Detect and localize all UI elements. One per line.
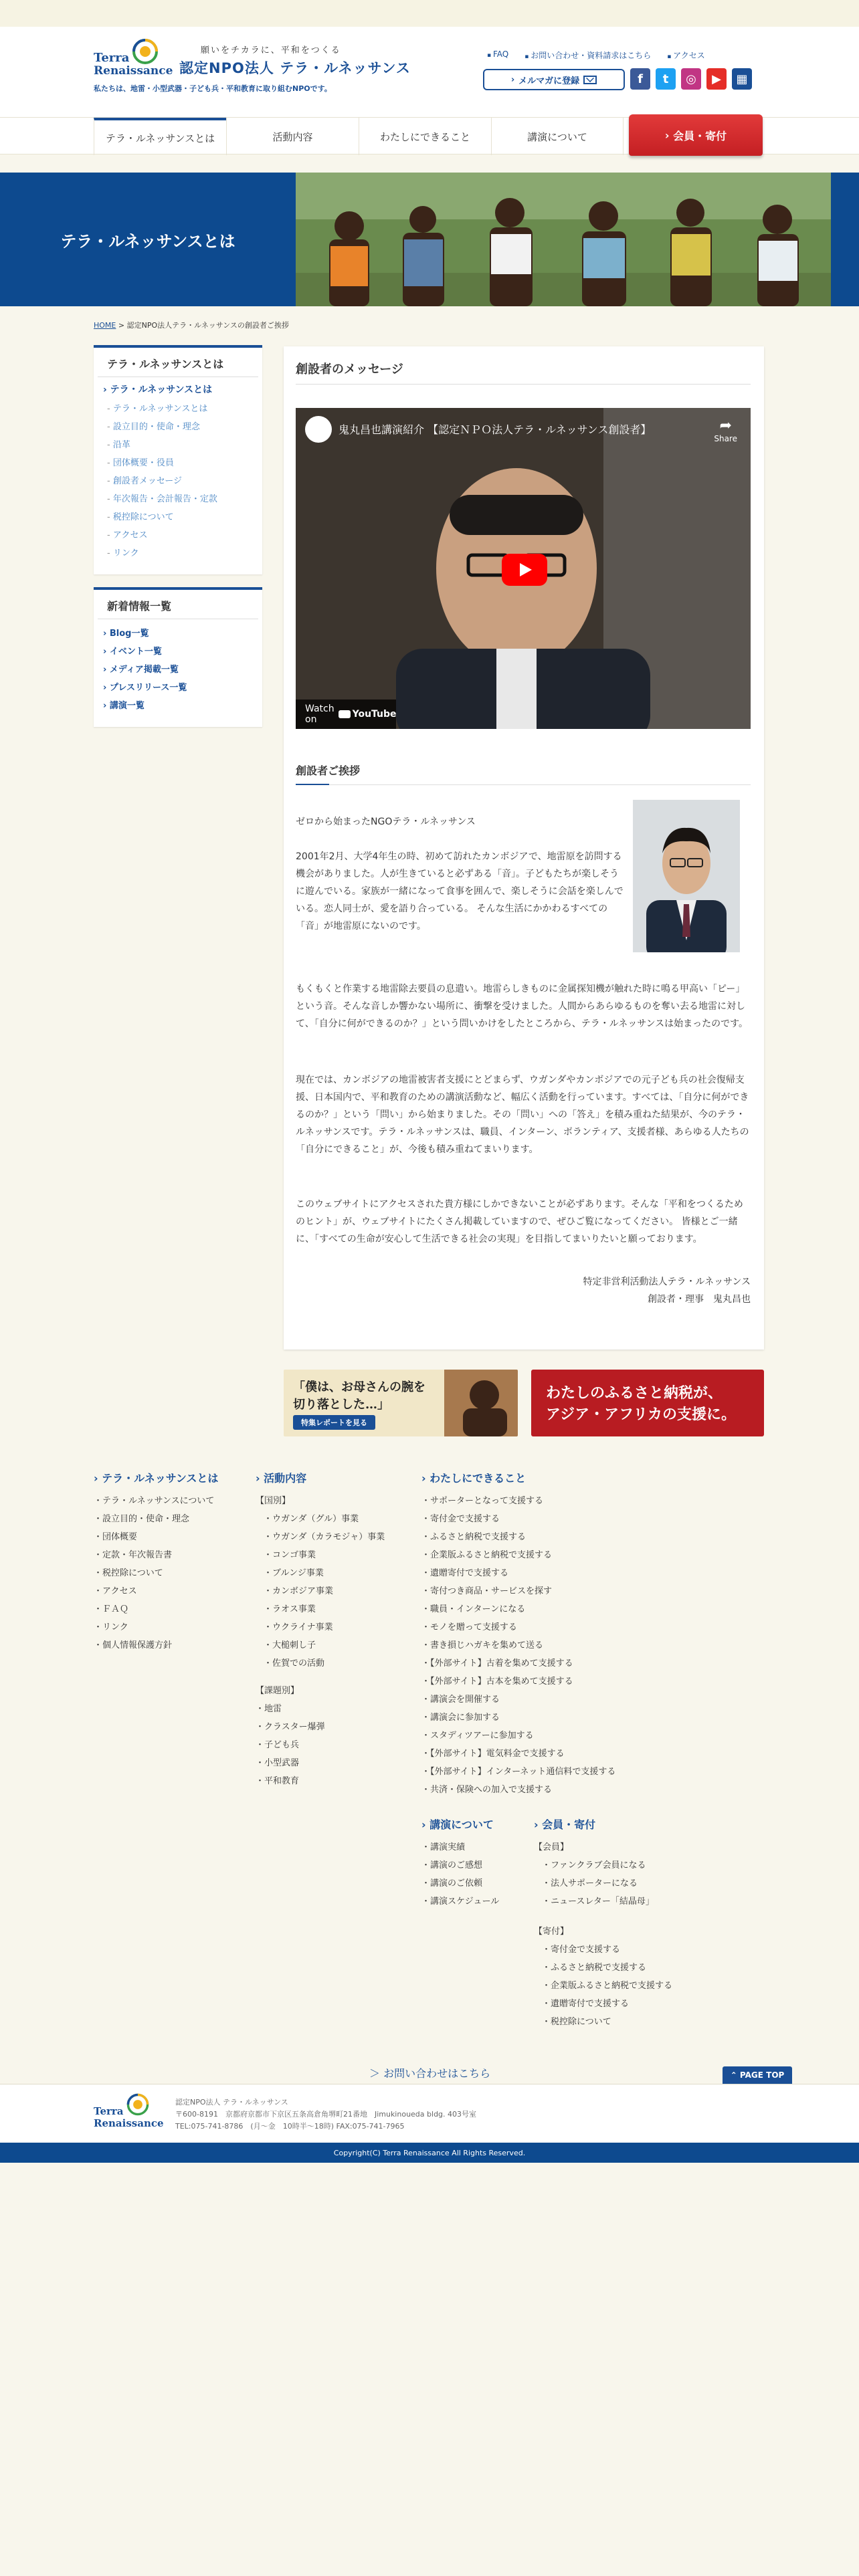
footer-link[interactable]: ・ 子ども兵: [256, 1736, 385, 1754]
footer-logo[interactable]: [94, 2092, 164, 2133]
greeting-lead: ゼロから始まったNGOテラ・ルネッサンス: [296, 817, 476, 827]
nav-about[interactable]: テラ・ルネッサンスとは: [94, 118, 226, 155]
footer-link[interactable]: ・ ラオス事業: [264, 1600, 385, 1618]
footer-link[interactable]: ・ 職員・インターンになる: [421, 1600, 615, 1618]
sidebar-about-title: テラ・ルネッサンスとは: [98, 348, 258, 377]
footer-link[interactable]: ・ 寄付つき商品・サービスを探す: [421, 1582, 615, 1600]
contact-link[interactable]: ▪ お問い合わせ・資料請求はこちら: [524, 49, 651, 61]
footer-link[interactable]: ・ ふるさと納税で支援する: [542, 1959, 672, 1977]
facebook-icon[interactable]: f: [630, 68, 650, 90]
banner-b-line2: アジア・アフリカの支援に。: [546, 1406, 737, 1423]
chevron-right-icon: ›: [664, 128, 674, 142]
newsletter-button[interactable]: [483, 69, 625, 90]
logo-text-1: Terra: [94, 51, 130, 65]
footer-link[interactable]: ・ ＦＡＱ: [94, 1600, 218, 1618]
footer-link[interactable]: ・ モノを贈って支援する: [421, 1618, 615, 1636]
watch-label: Watch on: [305, 704, 335, 725]
copyright: Copyright(C) Terra Renaissance All Rights Reserved.: [0, 2143, 859, 2163]
furusato-tax-banner[interactable]: [531, 1370, 764, 1436]
footer-link[interactable]: ・ 講演会を開催する: [421, 1691, 615, 1709]
footer-link[interactable]: ・ 小型武器: [256, 1754, 385, 1772]
footer-link[interactable]: ・ 寄付金で支援する: [542, 1941, 672, 1959]
footer-link[interactable]: ・ ニュースレター「結晶母」: [542, 1893, 672, 1911]
founder-portrait: [633, 800, 740, 952]
breadcrumb-home[interactable]: HOME: [94, 321, 116, 330]
footer-link[interactable]: ・ 大槌刺し子: [264, 1636, 385, 1654]
sidebar-item[interactable]: - テラ・ルネッサンスとは: [107, 400, 249, 418]
sidebar-news-item[interactable]: › プレスリリース一覧: [103, 679, 253, 697]
nav-activities[interactable]: 活動内容: [226, 118, 359, 155]
footer-link[interactable]: ・ 法人サポーターになる: [542, 1874, 672, 1893]
member-donate-button[interactable]: [629, 114, 763, 156]
footer-col-about-title[interactable]: › テラ・ルネッサンスとは: [94, 1470, 218, 1485]
twitter-icon[interactable]: t: [656, 68, 676, 90]
sidebar-news-item[interactable]: › メディア掲載一覧: [103, 661, 253, 679]
banner-b-line1: わたしのふるさと納税が、: [546, 1385, 723, 1402]
footer-link[interactable]: ・ 地雷: [256, 1700, 385, 1718]
sidebar-item[interactable]: - 税控除について: [107, 508, 249, 526]
sidebar-item[interactable]: - 団体概要・役員: [107, 454, 249, 472]
footer-info: [175, 2097, 476, 2133]
sidebar-news-item[interactable]: › 講演一覧: [103, 697, 253, 715]
footer-link[interactable]: ・ テラ・ルネッサンスについて: [94, 1492, 218, 1510]
footer-link[interactable]: ・ カンボジア事業: [264, 1582, 385, 1600]
sidebar-item[interactable]: - 沿革: [107, 436, 249, 454]
footer-link[interactable]: ・ ブルンジ事業: [264, 1564, 385, 1582]
site-header: [0, 27, 859, 117]
footer-link[interactable]: ・ ウガンダ（グル）事業: [264, 1510, 385, 1528]
page-top-label: PAGE TOP: [739, 2070, 785, 2080]
banner-a-button[interactable]: 特集レポートを見る: [293, 1415, 375, 1430]
nav-lectures[interactable]: 講演について: [491, 118, 624, 155]
footer-link[interactable]: ・ 佐賀での活動: [264, 1654, 385, 1673]
breadcrumb-sep: >: [116, 321, 127, 330]
logo-text-2: Renaissance: [94, 64, 173, 78]
footer-link[interactable]: ・ 【外部サイト】電気料金で支援する: [421, 1745, 615, 1763]
footer-col-lectures: [421, 1816, 499, 1911]
footer-donation-list: [534, 1941, 672, 2031]
footer-logo-text-2: Renaissance: [94, 2117, 164, 2129]
footer-link[interactable]: ・ 書き損じハガキを集めて送る: [421, 1636, 615, 1654]
nav-what-i-can-do[interactable]: わたしにできること: [359, 118, 491, 155]
sidebar-news-list: [94, 619, 262, 727]
share-label: Share: [714, 434, 737, 443]
signature-org: 特定非営利活動法人テラ・ルネッサンス: [583, 1277, 751, 1287]
tagline-small: 願いをチカラに、平和をつくる: [201, 45, 341, 56]
sidebar-item[interactable]: - リンク: [107, 544, 249, 562]
footer-link[interactable]: ・ ふるさと納税で支援する: [421, 1528, 615, 1546]
sidebar-news-item[interactable]: › イベント一覧: [103, 643, 253, 661]
footer-link[interactable]: ・ 団体概要: [94, 1528, 218, 1546]
footer-col-activities-title[interactable]: › 活動内容: [256, 1470, 385, 1485]
sidebar-about-list: [94, 396, 262, 574]
chevron-up-icon: ⌃: [730, 2070, 740, 2080]
access-link[interactable]: ▪ アクセス: [667, 49, 705, 61]
hero-photo: [296, 173, 831, 306]
video-player[interactable]: [296, 408, 751, 729]
footer-link[interactable]: ・ 【外部サイト】古本を集めて支援する: [421, 1673, 615, 1691]
footer-group-country: 【国別】: [256, 1496, 291, 1506]
chevron-right-icon: ›: [510, 74, 515, 85]
play-button[interactable]: [502, 554, 547, 586]
share-button[interactable]: [714, 417, 737, 443]
footer-col-support: [421, 1470, 615, 1799]
sidebar-item[interactable]: - アクセス: [107, 526, 249, 544]
footer-col-membership: [534, 1816, 672, 2031]
footer-col-membership-title[interactable]: › 会員・寄付: [534, 1816, 672, 1832]
footer-logo-circle-icon: [126, 2092, 150, 2117]
footer-support-list: [421, 1492, 615, 1799]
greeting-paragraph-1: 2001年2月、大学4年生の時、初めて訪れたカンボジアで、地雷原を訪問する機会がありました。人が生きていると必ずある「音」。子どもたちが楽しそうに遊んでいる。家族が一緒になって食事を囲んで、楽しそうに会話を楽しんでいる。恋人同士が、愛を語り合っている。 そんな生活にかかわるすべての「音」が地雷原にないのです。: [296, 851, 624, 932]
footer-link[interactable]: ・ 定款・年次報告書: [94, 1546, 218, 1564]
mail-icon: [583, 76, 597, 84]
section-title: 創設者ご挨拶: [296, 762, 751, 785]
footer-link[interactable]: ・ サポーターとなって支援する: [421, 1492, 615, 1510]
footer-link[interactable]: ・ アクセス: [94, 1582, 218, 1600]
social-links: [630, 68, 752, 90]
sidebar-news-item[interactable]: › Blog一覧: [103, 625, 253, 643]
sidebar-news: [94, 587, 262, 727]
top-links: [487, 49, 705, 61]
youtube-icon[interactable]: ▶: [706, 68, 727, 90]
footer-link[interactable]: ・ クラスター爆弾: [256, 1718, 385, 1736]
footer-link[interactable]: ・ ウクライナ事業: [264, 1618, 385, 1636]
signature: [583, 1273, 751, 1308]
footer-group-donation: 【寄付】: [534, 1927, 569, 1937]
channel-avatar[interactable]: [305, 416, 332, 443]
footer-tel: TEL:075-741-8786 (月〜金 10時半〜18時) FAX:075-741-7965: [175, 2122, 405, 2131]
youtube-logo-icon: [339, 709, 397, 720]
footer-link[interactable]: ・ 税控除について: [94, 1564, 218, 1582]
signature-name: 創設者・理事 鬼丸昌也: [648, 1294, 751, 1305]
footer-col-lectures-title[interactable]: › 講演について: [421, 1816, 499, 1832]
footer-org: 認定NPO法人 テラ・ルネッサンス: [175, 2098, 288, 2107]
footer-link[interactable]: ・ 【外部サイト】古着を集めて支援する: [421, 1654, 615, 1673]
youtube-brand: YouTube: [352, 709, 397, 720]
footer-link[interactable]: ・ 税控除について: [542, 2013, 672, 2031]
breadcrumb: [94, 320, 289, 330]
site-logo[interactable]: [94, 36, 173, 82]
sidebar-item[interactable]: - 創設者メッセージ: [107, 472, 249, 490]
site-footer: [0, 2084, 859, 2143]
sidebar-item[interactable]: - 設立目的・使命・理念: [107, 418, 249, 436]
footer-link[interactable]: ・ コンゴ事業: [264, 1546, 385, 1564]
footer-link[interactable]: ・ 講演のご依頼: [421, 1874, 499, 1893]
faq-link[interactable]: ▪ FAQ: [487, 49, 508, 61]
video-title[interactable]: 鬼丸昌也講演紹介 【認定ＮＰＯ法人テラ・ルネッサンス創設者】: [339, 423, 652, 436]
sidebar-item[interactable]: - 年次報告・会計報告・定款: [107, 490, 249, 508]
greeting-paragraph-2: もくもくと作業する地雷除去要員の息遣い。地雷らしきものに金属探知機が触れた時に鳴る甲高い「ピー」という音。そんな音しか響かない場所に、衝撃を受けました。人間からあらゆるものを奪い去る地雷に対して、「自分に何ができるのか？」という問いかけをしたところから、テラ・ルネッサンスは始まったのです。: [296, 984, 749, 1029]
footer-member-list: [534, 1856, 672, 1911]
footer-link[interactable]: ・ 企業版ふるさと納税で支援する: [542, 1977, 672, 1995]
feature-report-banner[interactable]: [284, 1370, 518, 1436]
footer-logo-text-1: Terra: [94, 2105, 124, 2117]
banner-a-line1: 「僕は、お母さんの腕を: [293, 1380, 425, 1394]
greeting-paragraph-3: 現在では、カンボジアの地雷被害者支援にとどまらず、ウガンダやカンボジアでの元子ども兵の社会復帰支援、日本国内で、平和教育のための講演活動など、幅広く活動を行っています。すべては、「自分に何ができるのか？」という「問い」から始まりました。その「問い」への「答え」を積み重ねた結果が、今のテラ・ルネッサンスです。テラ・ルネッサンスは、職員、インターン、ボランティア、支援者様、あらゆる人たちの「自分にできること」が、今後も積み重ねてまいります。: [296, 1075, 749, 1155]
main-content: [284, 346, 764, 1350]
footer-col-about-list: [94, 1492, 218, 1654]
other-icon[interactable]: ▦: [732, 68, 752, 90]
hero-banner: [0, 173, 859, 306]
top-strip: [0, 0, 859, 27]
footer-link[interactable]: ・ 講演会に参加する: [421, 1709, 615, 1727]
member-donate-label: 会員・寄付: [673, 129, 727, 142]
footer-link[interactable]: ・ 遺贈寄付で支援する: [421, 1564, 615, 1582]
banner-child-photo: [444, 1370, 518, 1436]
footer-group-member: 【会員】: [534, 1842, 569, 1852]
instagram-icon[interactable]: ◎: [681, 68, 701, 90]
footer-col-about: [94, 1470, 218, 1654]
newsletter-label: メルマガに登録: [518, 76, 580, 86]
hero-title: テラ・ルネッサンスとは: [60, 231, 235, 251]
footer-link[interactable]: ・ 平和教育: [256, 1772, 385, 1790]
greeting-paragraph-4: このウェブサイトにアクセスされた貴方様にしかできないことが必ずあります。そんな「平和をつくるためのヒント」が、ウェブサイトにたくさん掲載していますので、ぜひご覧になってください。 皆様とご一緒に、「すべての生命が安心して生活できる社会の実現」を目指してまいりたいと願っております。: [296, 1199, 743, 1245]
page-title: 創設者のメッセージ: [296, 360, 751, 385]
footer-link[interactable]: ・ 企業版ふるさと納税で支援する: [421, 1546, 615, 1564]
sidebar-about: [94, 345, 262, 574]
footer-address: 〒600-8191 京都府京都市下京区五条高倉角堺町21番地 Jimukinoueda bldg. 403号室: [175, 2110, 477, 2119]
footer-issue-list: [256, 1700, 385, 1790]
footer-group-issue: 【課題別】: [256, 1686, 300, 1696]
banner-a-title: [293, 1379, 425, 1414]
breadcrumb-current: 認定NPO法人テラ・ルネッサンスの創設者ご挨拶: [126, 321, 289, 330]
footer-link[interactable]: ・ スタディツアーに参加する: [421, 1727, 615, 1745]
footer-link[interactable]: ・ 遺贈寄付で支援する: [542, 1995, 672, 2013]
footer-col-activities: [256, 1470, 385, 1790]
footer-link[interactable]: ・ 設立目的・使命・理念: [94, 1510, 218, 1528]
footer-col-support-title[interactable]: › わたしにできること: [421, 1470, 615, 1485]
footer-link[interactable]: ・ 寄付金で支援する: [421, 1510, 615, 1528]
sidebar-news-title: 新着情報一覧: [98, 590, 258, 619]
footer-link[interactable]: ・ 講演のご感想: [421, 1856, 499, 1874]
page-top-button[interactable]: [723, 2066, 792, 2084]
footer-link[interactable]: ・ 講演実績: [421, 1838, 499, 1856]
footer-link[interactable]: ・ ファンクラブ会員になる: [542, 1856, 672, 1874]
banner-a-line2: 切り落とした…」: [293, 1398, 389, 1412]
logo-circle-icon: [131, 37, 159, 66]
footer-contact-link[interactable]: ＞ お問い合わせはこちら: [369, 2067, 491, 2080]
footer-link[interactable]: ・ 【外部サイト】インターネット通信料で支援する: [421, 1763, 615, 1781]
footer-country-list: [256, 1510, 385, 1673]
footer-link[interactable]: ・ リンク: [94, 1618, 218, 1636]
sidebar-about-main[interactable]: › テラ・ルネッサンスとは: [94, 377, 262, 396]
footer-link[interactable]: ・ 個人情報保護方針: [94, 1636, 218, 1654]
tagline-sub: 私たちは、地雷・小型武器・子ども兵・平和教育に取り組むNPOです。: [94, 84, 332, 93]
footer-link[interactable]: ・ 共済・保険への加入で支援する: [421, 1781, 615, 1799]
footer-lectures-list: [421, 1838, 499, 1911]
share-icon: ➦: [719, 417, 732, 434]
site-title: 認定NPO法人 テラ・ルネッサンス: [179, 60, 411, 76]
footer-link[interactable]: ・ ウガンダ（カラモジャ）事業: [264, 1528, 385, 1546]
footer-link[interactable]: ・ 講演スケジュール: [421, 1893, 499, 1911]
watch-on-youtube[interactable]: [296, 700, 396, 729]
